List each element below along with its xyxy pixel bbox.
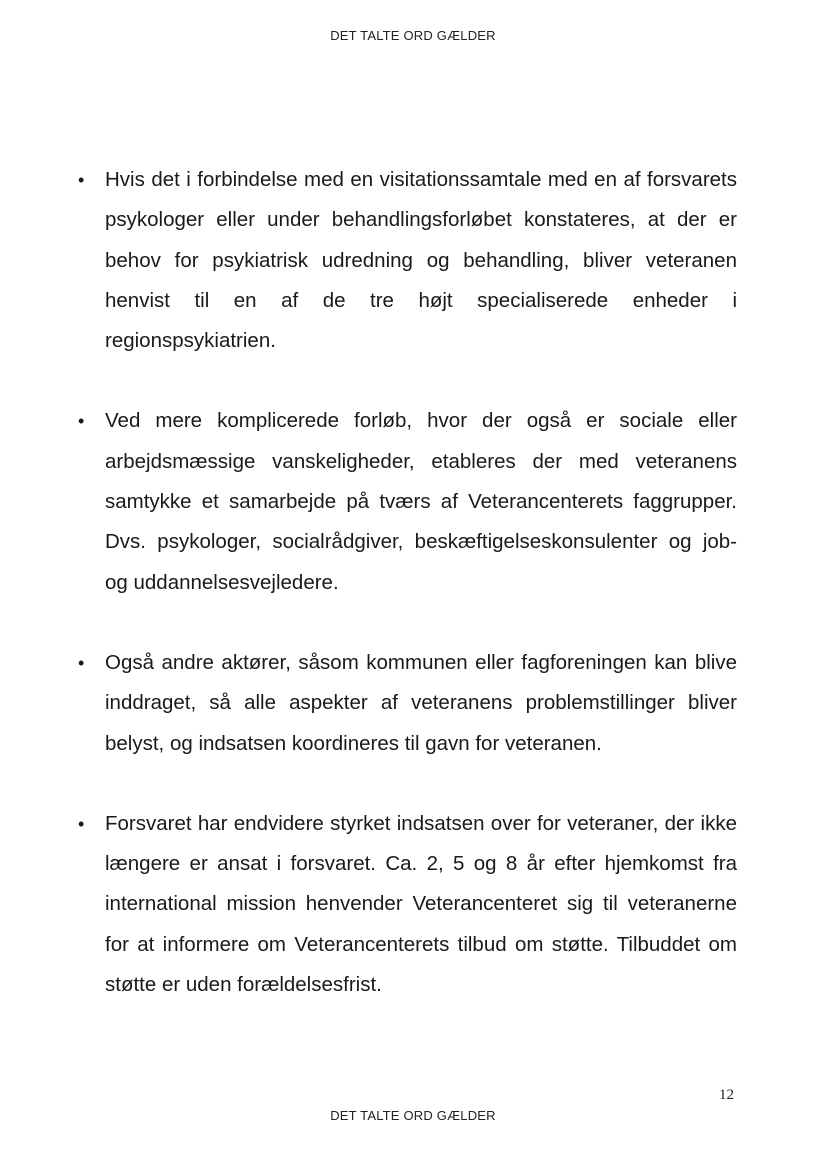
bullet-item [78,160,737,361]
bullet-text: Ved mere komplicerede forløb, hvor der også er sociale eller arbejdsmæssige vanskeligheder, etableres der med veteranens samtykke et samarbejde på tværs af Veterancenterets faggrupper. Dvs. psykologer, socialrådgiver, beskæftigelseskonsulenter og job- og uddannelsesvejledere. [105,409,737,594]
bullet-item [78,401,737,602]
bullet-dot-icon: • [78,813,85,834]
bullet-item [78,643,737,764]
bullet-list [0,160,826,1045]
page-number: 12 [719,1087,734,1103]
bullet-dot-icon: • [78,652,85,673]
bullet-item [78,804,737,1005]
page-header: DET TALTE ORD GÆLDER [330,28,496,43]
bullet-text: Forsvaret har endvidere styrket indsatsen over for veteraner, der ikke længere er ansat i forsvaret. Ca. 2, 5 og 8 år efter hjemkomst fra international mission henvender Veterancenteret sig til veteranerne for at informere om Veterancenterets tilbud om støtte. Tilbuddet om støtte er uden forældelsesfrist. [105,811,737,997]
bullet-text: Hvis det i forbindelse med en visitationssamtale med en af forsvarets psykologer eller under behandlingsforløbet konstateres, at der er behov for psykiatrisk udredning og behandling, bliver veteranen henvist til en af de tre højt specialiserede enheder i regionspsykiatrien. [105,168,737,353]
bullet-text: Også andre aktører, såsom kommunen eller fagforeningen kan blive inddraget, så alle aspekter af veteranens problemstillinger bliver belyst, og indsatsen koordineres til gavn for veteranen. [105,650,737,755]
bullet-dot-icon: • [78,411,85,432]
page-footer: DET TALTE ORD GÆLDER [330,1108,496,1123]
bullet-dot-icon: • [78,170,85,190]
